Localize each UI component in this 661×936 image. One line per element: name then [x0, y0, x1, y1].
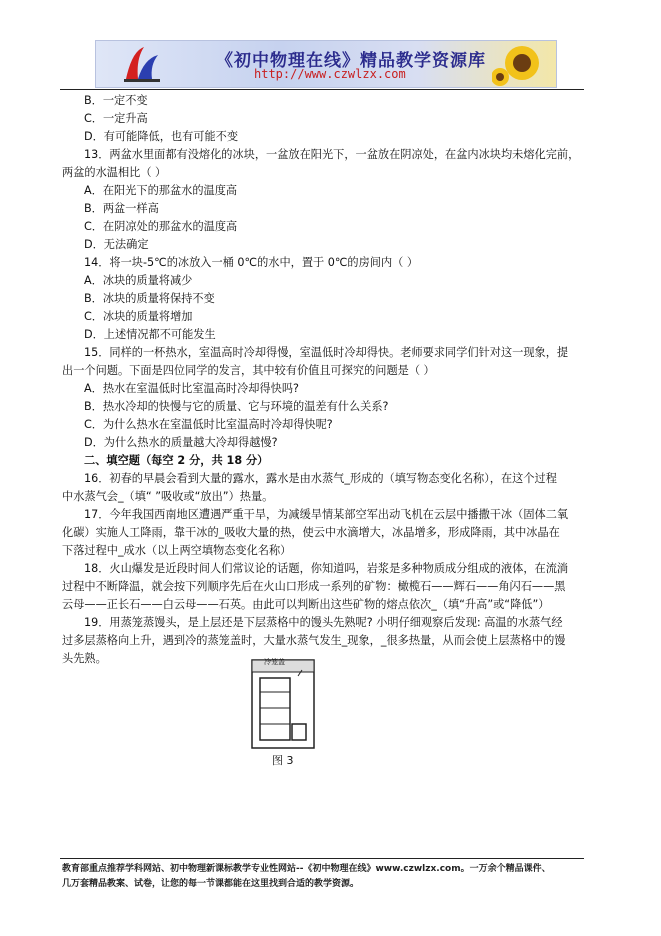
text-line: D．有可能降低，也有可能不变	[84, 130, 239, 143]
site-banner	[95, 40, 557, 88]
text-line: C．一定升高	[84, 112, 148, 125]
footer-rule	[60, 858, 584, 859]
sunflower-icon	[492, 41, 548, 87]
site-logo-icon	[122, 45, 162, 83]
text-line: 14．将一块-5℃的冰放入一桶 0℃的水中，置于 0℃的房间内（ ）	[84, 256, 419, 269]
text-line: A．热水在室温低时比室温高时冷却得快吗?	[84, 382, 299, 395]
text-line: 19．用蒸笼蒸馒头，是上层还是下层蒸格中的馒头先熟呢? 小明仔细观察后发现: 高温的水蒸气经	[84, 616, 563, 629]
text-line: D．为什么热水的质量越大冷却得越慢?	[84, 436, 278, 449]
text-line: D．无法确定	[84, 238, 149, 251]
text-line: B．热水冷却的快慢与它的质量、它与环境的温差有什么关系?	[84, 400, 389, 413]
text-line: 17．今年我国西南地区遭遇严重干旱，为减缓旱情某部空军出动飞机在云层中播撒干冰（固体二氧	[84, 508, 569, 521]
text-line: A．冰块的质量将减少	[84, 274, 193, 287]
site-title: 《初中物理在线》精品教学资源库	[216, 51, 486, 71]
text-line: 下落过程中_成水（以上两空填物态变化名称）	[62, 544, 292, 557]
page-footer	[62, 862, 592, 892]
text-line: C．冰块的质量将增加	[84, 310, 193, 323]
question-body	[62, 92, 584, 668]
site-url[interactable]: http://www.czwlzx.com	[254, 67, 406, 81]
text-line: 化碳）实施人工降雨，靠干冰的_吸收大量的热，使云中水滴增大，冰晶增多，形成降雨，其中冰晶在	[62, 526, 560, 539]
text-line: 头先熟。	[62, 652, 107, 665]
text-line: 两盆的水温相比（ ）	[62, 166, 167, 179]
footer-line-1: 教育部重点推荐学科网站、初中物理新课标教学专业性网站--《初中物理在线》www.czwlzx.com。一万余个精品课件、	[62, 864, 551, 874]
text-line: 13．两盆水里面都有没熔化的冰块，一盆放在阳光下，一盆放在阴凉处，在盆内冰块均未熔化完前，	[84, 148, 580, 161]
text-line: C．在阴凉处的那盆水的温度高	[84, 220, 238, 233]
text-line: 出一个问题。下面是四位同学的发言，其中较有价值且可探究的问题是（ ）	[62, 364, 435, 377]
text-line: B．一定不变	[84, 94, 148, 107]
text-line: 云母——正长石——白云母——石英。由此可以判断出这些矿物的熔点依次_（填“升高”或“降低”）	[62, 598, 550, 611]
figure-label: 冷笼盖	[264, 658, 285, 666]
section-heading: 二、填空题（每空 2 分，共 18 分）	[84, 454, 269, 467]
text-line: 15．同样的一杯热水，室温高时冷却得慢，室温低时冷却得快。老师要求同学们针对这一现象，提	[84, 346, 569, 359]
text-line: A．在阳光下的那盆水的温度高	[84, 184, 238, 197]
footer-line-2: 几万套精品教案、试卷，让您的每一节课都能在这里找到合适的教学资源。	[62, 879, 360, 889]
text-line: 过多层蒸格向上升，遇到冷的蒸笼盖时，大量水蒸气发生_现象，_很多热量，从而会使上层蒸格中的馒	[62, 634, 566, 647]
text-line: B．冰块的质量将保持不变	[84, 292, 215, 305]
text-line: 中水蒸气会_（填“ ”吸收或“放出”）热量。	[62, 490, 274, 503]
text-line: 16．初春的早晨会看到大量的露水，露水是由水蒸气_形成的（填写物态变化名称），在这个过程	[84, 472, 557, 485]
header-rule	[60, 89, 584, 90]
text-line: B．两盆一样高	[84, 202, 159, 215]
text-line: C．为什么热水在室温低时比室温高时冷却得快呢?	[84, 418, 333, 431]
steamer-diagram	[248, 656, 318, 752]
text-line: D．上述情况都不可能发生	[84, 328, 216, 341]
text-line: 18．火山爆发是近段时间人们常议论的话题，你知道吗，岩浆是多种物质成分组成的液体，在流淌	[84, 562, 569, 575]
figure-caption: 图 3	[272, 754, 294, 767]
text-line: 过程中不断降温，就会按下列顺序先后在火山口形成一系列的矿物：橄榄石——辉石——角闪石——黑	[62, 580, 566, 593]
